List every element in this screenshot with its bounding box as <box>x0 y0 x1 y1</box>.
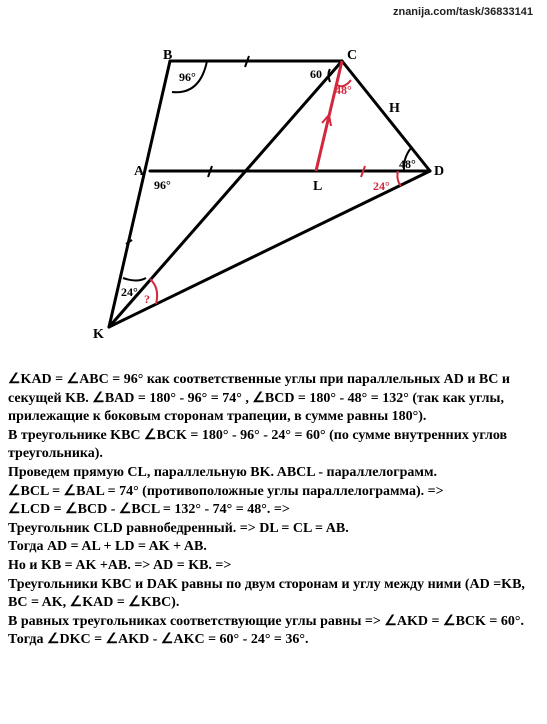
point-label-k: K <box>93 327 104 342</box>
angle-label-abc: 96° <box>179 70 196 84</box>
point-label-c: C <box>347 48 358 63</box>
angle-label-cdl: 48° <box>399 157 416 171</box>
solution-line: В равных треугольниках соответствующие углы равны => ∠AKD = ∠BCK = 60°. <box>8 613 524 629</box>
solution-line: Проведем прямую CL, параллельную BK. ABCL - параллелограмм. <box>8 464 437 480</box>
angle-label-unknown: ? <box>144 292 150 306</box>
arc-angle-d-bottom <box>397 171 401 186</box>
angle-label-kad: 96° <box>154 178 171 192</box>
point-label-b: B <box>163 48 173 63</box>
solution-line: ∠LCD = ∠BCD - ∠BCL = 132° - 74° = 48°. => <box>8 502 290 518</box>
point-label-h: H <box>389 101 400 116</box>
source-url: znanija.com/task/36833141 <box>392 6 533 18</box>
point-label-d: D <box>434 164 445 179</box>
angle-label-ldk: 24° <box>373 179 390 193</box>
angle-label-lcd: 48° <box>335 83 352 97</box>
segment-ck <box>109 61 342 327</box>
segment-bk <box>109 61 170 327</box>
solution-text <box>8 371 538 650</box>
angle-label-bck: 60 <box>310 67 322 81</box>
point-label-l: L <box>313 179 323 194</box>
solution-line: Треугольники KBC и DAK равны по двум сторонам и углу между ними (AD =KB, BC = AK, ∠KAD = ∠KBC). <box>8 576 525 611</box>
solution-line: В треугольнике KBC ∠BCK = 180° - 96° - 24° = 60° (по сумме внутренних углов треугольника). <box>8 427 508 462</box>
arc-angle-k-left <box>123 278 146 281</box>
solution-line: Но и KB = AK +AB. => AD = KB. => <box>8 557 232 573</box>
segment-dk <box>109 171 430 327</box>
solution-line: ∠KAD = ∠ABC = 96° как соответственные углы при параллельных AD и BC и секущей KB. ∠BAD = 180° - 96° = 74° , ∠BCD = 180° - 48° = 132° (так как углы, прилежащие к боковым сторонам трапеции, в сумме равны 180°). <box>8 372 510 425</box>
solution-line: Тогда AD = AL + LD = AK + AB. <box>8 539 207 555</box>
angle-label-bka: 24° <box>121 285 138 299</box>
arc-angle-k-right <box>150 279 157 304</box>
solution-line: Треугольник CLD равнобедренный. => DL = CL = AB. <box>8 520 349 536</box>
solution-line: ∠BCL = ∠BAL = 74° (противоположные углы параллелограмма). => <box>8 483 444 499</box>
point-label-a: A <box>134 164 145 179</box>
segment-cd <box>342 61 430 171</box>
solution-line: Тогда ∠DKC = ∠AKD - ∠AKC = 60° - 24° = 36°. <box>8 632 309 648</box>
geometry-figure <box>0 0 547 360</box>
